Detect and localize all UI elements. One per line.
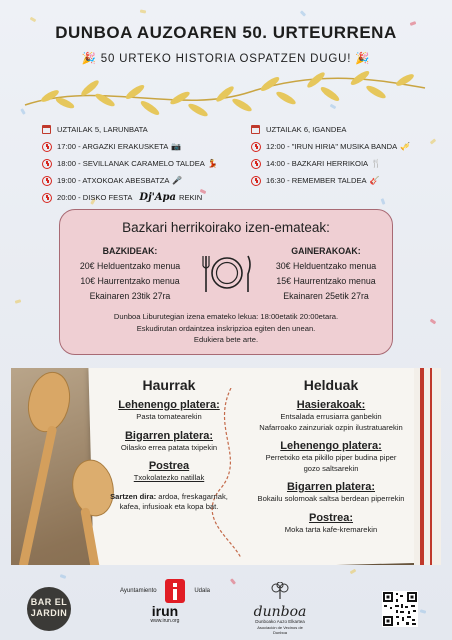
dunboa-association-logo: dunboa Dunboako Auzo Elkartea Asociación de Vecinos de Dunboa xyxy=(250,582,310,635)
confetti-piece xyxy=(60,574,67,579)
registration-info: Dunboa Liburutegian izena emateko lekua: 18:00etatik 20:00etara. Eskudirutan ordaintzea inskripzioa egiten den unean. Edukiera bete arte. xyxy=(113,312,339,344)
qr-code[interactable] xyxy=(382,591,418,627)
confetti-piece xyxy=(15,299,22,303)
clock-icon xyxy=(251,142,261,152)
confetti-piece xyxy=(30,17,37,23)
menu-haurrak: Haurrak Lehenengo platera: Pasta tomatearekin Bigarren platera: Oilasko errea patata txipekin Postrea Txokolatezko natillak Sartzen dira: ardoa, freskagarriak, kafea, infusioak eta kopa bat. xyxy=(99,368,239,519)
clock-icon xyxy=(42,142,52,152)
clock-icon xyxy=(42,193,52,203)
page-title: DUNBOA AUZOAREN 50. URTEURRENA xyxy=(55,23,397,42)
confetti-piece xyxy=(300,10,306,16)
calendar-icon xyxy=(42,125,51,134)
clock-icon xyxy=(42,176,52,186)
confetti-piece xyxy=(420,609,427,613)
confetti-piece xyxy=(430,319,437,325)
clock-icon xyxy=(251,176,261,186)
lunch-title: Bazkari herrikoirako izen-emateak: xyxy=(122,220,330,235)
clock-icon xyxy=(42,159,52,169)
guitar-icon: 🎸 xyxy=(369,176,380,185)
camera-icon: 📷 xyxy=(171,142,182,151)
party-popper-icon: 🎉 xyxy=(81,53,97,65)
party-popper-icon: 🎉 xyxy=(355,53,371,65)
bazkideak-prices: BAZKIDEAK: 20€ Helduentzako menua 10€ Haurrentzako menua Ekainaren 23tik 27ra xyxy=(79,246,181,301)
confetti-piece xyxy=(350,569,357,575)
irun-emblem-icon xyxy=(164,578,186,604)
plate-cutlery-icon xyxy=(200,250,254,296)
irun-council-logo: Ayuntamiento Udala irun www.irun.org xyxy=(120,578,210,624)
tree-icon xyxy=(265,582,295,600)
clock-icon xyxy=(251,159,261,169)
microphone-icon: 🎤 xyxy=(172,176,183,185)
laurel-vine-decoration xyxy=(20,70,430,120)
confetti-piece xyxy=(230,578,236,585)
gainerakoak-prices: GAINERAKOAK: 30€ Helduentzako menua 15€ Haurrentzako menua Ekainaren 25etik 27ra xyxy=(275,246,377,301)
menu-content xyxy=(11,368,441,565)
bar-el-jardin-logo: BAR EL JARDIN xyxy=(27,587,71,631)
confetti-piece xyxy=(430,138,437,144)
schedule-day-2: UZTAILAK 6, IGANDEA 12:00 - "IRUN HIRIA" MUSIKA BANDA 🎺 14:00 - BAZKARI HERRIKOIA 🍴 16:30 - REMEMBER TALDEA 🎸 xyxy=(251,121,410,189)
lunch-registration-box xyxy=(59,209,393,355)
drinks-note: Sartzen dira: ardoa, freskagarriak, kafea, infusioak eta kopa bat. xyxy=(110,491,228,511)
confetti-piece xyxy=(140,10,146,14)
calendar-icon xyxy=(251,125,260,134)
menu-helduak: Helduak Hasierakoak: Entsalada errusiarra ganbekin Nafarroako zainzuriak ozpin ilustratuarekin Lehenengo platera: Perretxiko eta pikillo piper budina piper gozo saltsarekin Bigarren platera: Bokailu solomoak saltsa berdean piperrekin Postrea: Moka tarta kafe-kremarekin xyxy=(257,377,405,534)
dj-apa-logo: Dj'Apa xyxy=(139,192,176,203)
schedule-day-1: UZTAILAK 5, LARUNBATA 17:00 - ARGAZKI ERAKUSKETA 📷 18:00 - SEVILLANAK CARAMELO TALDEA 💃 19:00 - ATXOKOAK ABESBATZA 🎤 20:00 - DISKO FESTA Dj'Apa REKIN xyxy=(42,121,218,206)
page-subtitle: 🎉 50 URTEKO HISTORIA OSPATZEN DUGU! 🎉 xyxy=(81,53,371,65)
cutlery-icon: 🍴 xyxy=(371,159,382,168)
trumpet-icon: 🎺 xyxy=(400,142,411,151)
dancer-icon: 💃 xyxy=(207,159,218,168)
confetti-piece xyxy=(381,198,386,205)
